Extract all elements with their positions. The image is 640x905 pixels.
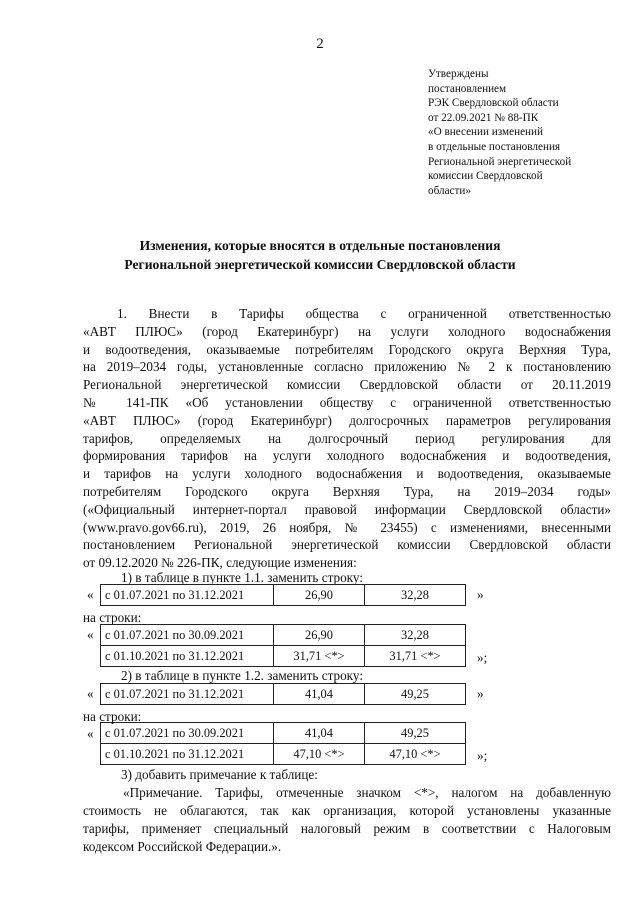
- table-row: [101, 625, 466, 646]
- open-quote: «: [87, 726, 94, 741]
- period-cell: с 01.07.2021 по 31.12.2021: [101, 585, 274, 606]
- open-quote: «: [87, 686, 94, 701]
- value-cell: 47,10 <*>: [365, 744, 466, 765]
- close-quote: »: [477, 686, 484, 701]
- item1-old-table: [100, 584, 466, 606]
- value-cell: 47,10 <*>: [274, 744, 365, 765]
- table-row: [101, 585, 466, 606]
- item1-heading: 1) в таблице в пункте 1.1. заменить строку:: [121, 570, 363, 585]
- item2-heading: 2) в таблице в пункте 1.2. заменить строку:: [121, 668, 363, 683]
- value-cell: 49,25: [365, 684, 466, 705]
- table-row: [101, 684, 466, 705]
- approval-block: [428, 67, 633, 198]
- period-cell: с 01.07.2021 по 30.09.2021: [101, 625, 274, 646]
- paragraph-line: 1. Внести в Тарифы общества с ограниченной ответственностью: [117, 306, 611, 321]
- value-cell: 32,28: [365, 585, 466, 606]
- paragraph-line: на 2019–2034 годы, установленные согласно приложению № 2 к постановлению: [83, 359, 611, 375]
- page-number: 2: [316, 36, 324, 52]
- paragraph-line: постановлением Региональной энергетической комиссии Свердловской области: [83, 537, 611, 553]
- item2-new-table: [100, 722, 466, 765]
- close-quote-semicolon: »;: [477, 650, 488, 665]
- value-cell: 41,04: [274, 684, 365, 705]
- approval-line: области»: [428, 184, 471, 197]
- paragraph-line: и тарифов на услуги холодного водоснабжения и водоотведения, оказываемые: [83, 466, 611, 482]
- table-row: [101, 646, 466, 667]
- approval-line: Утверждены: [428, 68, 489, 80]
- note-line: стоимость не облагаются, так как организация, которой установлены указанные: [83, 803, 611, 818]
- item2-old-table: [100, 683, 466, 705]
- title-line-2: Региональной энергетической комиссии Свердловской области: [124, 256, 516, 272]
- period-cell: с 01.10.2021 по 31.12.2021: [101, 646, 274, 667]
- paragraph-line: тарифов, определяемых на долгосрочный период регулирования для: [83, 430, 611, 446]
- note-line: кодексом Российской Федерации.».: [83, 839, 282, 854]
- paragraph-line: № 141-ПК «Об установлении обществу с ограниченной ответственностью: [83, 394, 611, 410]
- close-quote-semicolon: »;: [477, 748, 488, 763]
- value-cell: 26,90: [274, 585, 365, 606]
- paragraph-line: и водоотведения, оказываемые потребителям Городского округа Верхняя Тура,: [83, 341, 611, 357]
- paragraph-1: [83, 305, 611, 572]
- note-line: тарифы, применяет специальный налоговый режим в соответствии с Налоговым: [83, 821, 611, 836]
- item3-heading: 3) добавить примечание к таблице:: [121, 767, 318, 782]
- paragraph-line: от 09.12.2020 № 226-ПК, следующие изменения:: [83, 555, 357, 571]
- approval-line: от 22.09.2021 № 88-ПК: [428, 111, 539, 124]
- paragraph-line: «АВТ ПЛЮС» (город Екатеринбург) долгосрочных параметров регулирования: [83, 412, 611, 428]
- value-cell: 32,28: [365, 625, 466, 646]
- document-title: [0, 237, 640, 274]
- paragraph-line: «АВТ ПЛЮС» (город Екатеринбург) на услуги холодного водоснабжения: [83, 323, 611, 339]
- paragraph-line: формирования тарифов на услуги холодного водоснабжения и водоотведения,: [83, 448, 611, 464]
- approval-line: постановлением: [428, 82, 507, 95]
- period-cell: с 01.10.2021 по 31.12.2021: [101, 744, 274, 765]
- paragraph-line: потребителям Городского округа Верхняя Тура, на 2019–2034 годы»: [83, 483, 611, 499]
- approval-line: РЭК Свердловской области: [428, 97, 559, 110]
- item1-new-label: на строки:: [83, 610, 142, 625]
- value-cell: 31,71 <*>: [274, 646, 365, 667]
- item1-new-table: [100, 624, 466, 667]
- open-quote: «: [87, 587, 94, 602]
- value-cell: 49,25: [365, 723, 466, 744]
- approval-line: «О внесении изменений: [428, 126, 544, 139]
- period-cell: с 01.07.2021 по 31.12.2021: [101, 684, 274, 705]
- title-line-1: Изменения, которые вносятся в отдельные постановления: [139, 238, 501, 253]
- note-line: «Примечание. Тарифы, отмеченные значком <*>, налогом на добавленную: [123, 785, 611, 800]
- approval-line: в отдельные постановления: [428, 140, 561, 153]
- value-cell: 26,90: [274, 625, 365, 646]
- table-row: [101, 744, 466, 765]
- open-quote: «: [87, 627, 94, 642]
- value-cell: 31,71 <*>: [365, 646, 466, 667]
- approval-line: комиссии Свердловской: [428, 170, 543, 183]
- paragraph-line: (www.pravo.gov66.ru), 2019, 26 ноября, № 23455) с изменениями, внесенными: [83, 519, 611, 535]
- paragraph-line: («Официальный интернет-портал правовой информации Свердловской области»: [83, 501, 611, 517]
- value-cell: 41,04: [274, 723, 365, 744]
- table-row: [101, 723, 466, 744]
- approval-line: Региональной энергетической: [428, 155, 572, 168]
- period-cell: с 01.07.2021 по 30.09.2021: [101, 723, 274, 744]
- close-quote: »: [477, 587, 484, 602]
- item2-new-label: на строки:: [83, 709, 142, 724]
- paragraph-line: Региональной энергетической комиссии Свердловской области от 20.11.2019: [83, 377, 611, 393]
